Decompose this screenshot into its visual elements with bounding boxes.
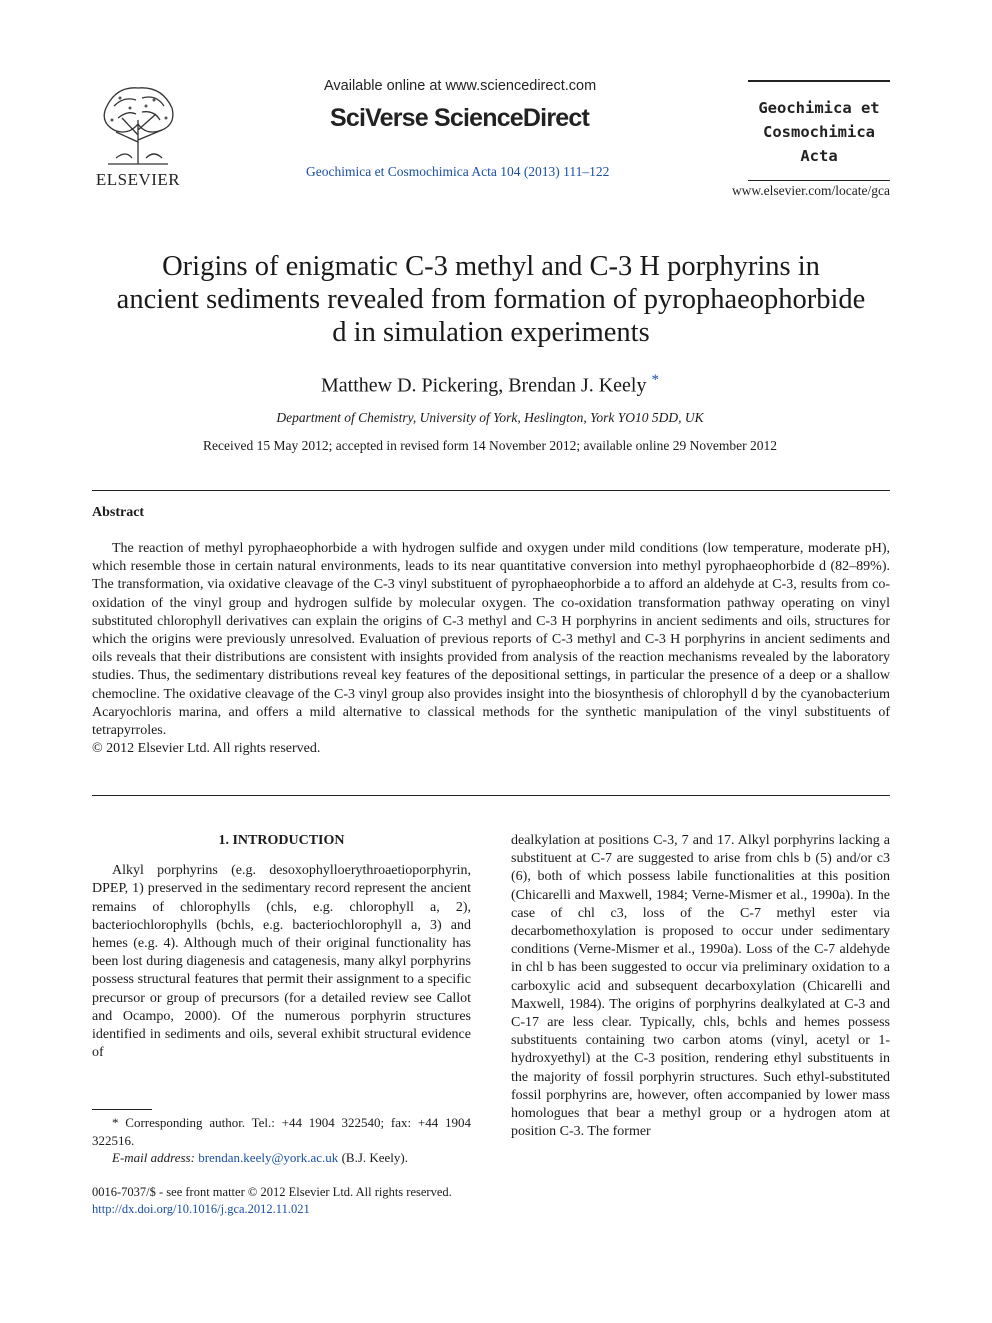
footnote-divider xyxy=(92,1109,152,1110)
affiliation: Department of Chemistry, University of York, Heslington, York YO10 5DD, UK xyxy=(276,410,704,425)
title-line: Origins of enigmatic C-3 methyl and C-3 H porphyrins in xyxy=(162,251,820,282)
journal-title-box xyxy=(748,80,890,181)
journal-citation-link[interactable]: Geochimica et Cosmochimica Acta 104 (2013) 111–122 xyxy=(306,164,610,179)
corresponding-author-mark[interactable]: * xyxy=(651,372,659,388)
title-line: ancient sediments revealed from formation of pyrophaeophorbide xyxy=(116,284,866,315)
corresponding-author-note: * Corresponding author. Tel.: +44 1904 322540; fax: +44 1904 322516. xyxy=(92,1115,471,1148)
column-left xyxy=(92,832,471,1062)
publication-info xyxy=(92,1184,452,1218)
divider xyxy=(92,490,890,491)
intro-paragraph-right: dealkylation at positions C-3, 7 and 17. Alkyl porphyrins lacking a substituent at C-7 are suggested to arise from chls b (5) and/or c3 (6), both of which possess labile functionalities at this position (Chicarelli and Maxwell, 1984; Verne-Mismer et al., 1990a). In the case of chl c3, loss of the C-7 methyl ester via decarbomethoxylation is proposed to occur under sedimentary conditions (Verne-Mismer et al., 1990a). Loss of the C-7 aldehyde in chl b has been suggested to occur via preliminary oxidation to a carboxylic acid and subsequent decarboxylation (Chicarelli and Maxwell, 1984). The origins of porphyrins dealkylated at C-3 and C-17 are less clear. Typically, chls, bchls and hemes possess substituents containing two carbon atoms (vinyl, acetyl or 1-hydroxyethyl) at the C-3 position, rendering ethyl substituents in the majority of fossil porphyrin structures. Such ethyl-substituted fossil porphyrins are, however, often accompanied by lower mass homologues that bear a methyl group or a hydrogen atom at position C-3. The former xyxy=(511,833,890,1140)
email-note xyxy=(92,1149,471,1167)
abstract-body xyxy=(92,540,890,758)
divider xyxy=(92,795,890,796)
elsevier-logo xyxy=(92,80,184,190)
intro-paragraph-left: Alkyl porphyrins (e.g. desoxophylloerythroaetioporphyrin, DPEP, 1) preserved in the sedimentary record represent the ancient remains of chlorophylls (chls, e.g. chlorophyll a, 2), bacteriochlorophylls (bchls, e.g. bacteriochlorophyll a, 3) and hemes (e.g. 4). Although much of their original functionality has been lost during diagenesis and catagenesis, many alkyl porphyrins possess structural features that permit their assignment to a specific precursor or group of precursors (for a detailed review see Callot and Ocampo, 2000). Of the numerous porphyrin structures identified in sediments and oils, several exhibit structural evidence of xyxy=(92,863,471,1061)
article-title xyxy=(60,250,922,349)
elsevier-wordmark: ELSEVIER xyxy=(95,170,181,189)
column-right xyxy=(511,832,890,1141)
email-label: E-mail address: xyxy=(112,1150,195,1165)
author-list xyxy=(0,372,980,398)
issn-line: 0016-7037/$ - see front matter © 2012 Elsevier Ltd. All rights reserved. xyxy=(92,1185,452,1199)
email-link[interactable]: brendan.keely@york.ac.uk xyxy=(198,1150,339,1165)
available-online: Available online at www.sciencedirect.com xyxy=(324,78,597,94)
abstract-copyright: © 2012 Elsevier Ltd. All rights reserved. xyxy=(92,741,321,757)
sciverse-brand: SciVerse ScienceDirect xyxy=(330,104,589,132)
doi-link[interactable]: http://dx.doi.org/10.1016/j.gca.2012.11.021 xyxy=(92,1202,310,1216)
title-line: d in simulation experiments xyxy=(332,317,650,348)
abstract-heading: Abstract xyxy=(92,505,145,520)
journal-title-line: Geochimica et xyxy=(758,99,880,117)
section-heading: 1. INTRODUCTION xyxy=(218,833,345,848)
journal-title-line: Cosmochimica xyxy=(763,123,875,141)
journal-title-line: Acta xyxy=(800,147,838,165)
journal-url: www.elsevier.com/locate/gca xyxy=(731,183,890,198)
footnote xyxy=(92,1114,471,1167)
email-suffix: (B.J. Keely). xyxy=(341,1150,408,1165)
elsevier-tree-icon xyxy=(96,80,180,166)
journal-header xyxy=(92,72,890,202)
article-dates: Received 15 May 2012; accepted in revised form 14 November 2012; available online 29 November 2012 xyxy=(203,438,777,453)
abstract-text: The reaction of methyl pyrophaeophorbide a with hydrogen sulfide and oxygen under mild conditions (low temperature, moderate pH), which resemble those in certain natural environments, leads to its near quantitative conversion into methyl pyrophaeophorbide d (82–89%). The transformation, via oxidative cleavage of the C-3 vinyl substituent of pyrophaeophorbide a to afford an aldehyde at C-3, results from co-oxidation of the vinyl group and hydrogen sulfide by molecular oxygen. The co-oxidation transformation pathway operating on vinyl substituted chlorophyll derivatives can explain the origins of C-3 methyl and C-3 H porphyrins in ancient sediments and oils, structures for which the origins were previously unresolved. Evaluation of previous reports of C-3 methyl and C-3 H porphyrins in ancient sediments and oils reveals that their distributions are consistent with insights provided from analysis of the reaction mechanisms revealed by the laboratory studies. Thus, the sedimentary distributions reveal key features of the depositional settings, in particular the presence of a deep or a shallow chemocline. The oxidative cleavage of the C-3 vinyl group also provides insight into the biosynthesis of chlorophyll d by the cyanobacterium Acaryochloris marina, and offers a mild alternative to classical methods for the synthetic manipulation of the vinyl substituents of tetrapyrroles. xyxy=(92,541,890,739)
authors-text: Matthew D. Pickering, Brendan J. Keely xyxy=(321,374,647,397)
